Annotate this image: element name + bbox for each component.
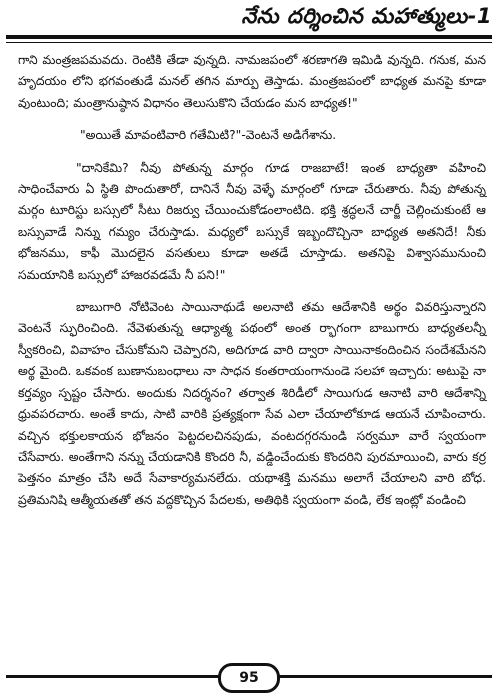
header-rule-thin <box>6 42 492 43</box>
paragraph-reflection: బాబుగారి నోటివెంట సాయినాథుడే అలనాటి తమ ఆదేశానికి అర్థం వివరిస్తున్నారని వెంటనే స్ఫురించింది. నేవెళుతున్న ఆధ్యాత్మ పథంలో అంత ర్భాగంగా బాబుగారు బాధ్యతలన్నీ స్వీకరించి, వివాహం చేసుకోమని చెప్పారని, అదిగూడ వారి ద్వారా సాయినాకందించిన సందేశమేనని అర్థ మైంది. ఒకవంక బుణానుబంధాలు నా సాధన కంతరాయంగానుండె సలహా ఇచ్చారు: అటుపై నా కర్తవ్యం స్పష్టం చేసారు. అందుకు నిదర్శనం? తర్వాత శిరిడీలో సాయిగుడ ఆనాటి వారి ఆదేశాన్ని ధ్రువపరచారు. అంతే కాదు, సాటి వారికి ప్రత్యక్షంగా సేవ ఎలా చేయాలోకూడ ఆయనే చూపించారు. వచ్చిన భక్తులకాయన భోజనం పెట్టదలచినపుడు, వంటదగ్గరనుండి సర్వమూ వారే స్వయంగా చేసేవారు. అంతేగాని నన్ను చేయడానికి కొందరి నీ, వడ్డించేందుకు కొందరిని పురమాయించి, వారు కర్ర పెత్తనం మాత్రం చేసి అదే సేవాకార్యమనలేదు. యథాశక్తి మనము అలాగే చేయాలని వారి బోధ. ప్రతిమనిషి ఆత్మీయతతో తన వద్దకొచ్చిన పేదలకు, అతిథికి స్వయంగా వండి, లేక ఇంట్లో వండించి <box>18 300 486 507</box>
page-number: 95 <box>218 663 280 693</box>
paragraph-answer: "దానికేమి? నీవు పోతున్న మార్గం గూడ రాజబాటే! ఇంత బాధ్యతా వహించి సాధించేవారు ఏ స్థితి పొందుతారో, దానినే నీవు వెళ్ళే మార్గంలో గూడా చేరుతారు. నీవు పోతున్న మర్గం టూరిస్టు బస్సులో సీటు రిజర్వు చేయించుకోడంలాంటిది. భక్తి శ్రద్ధలనే చార్జీ చెల్లించుకుంటే ఆ బస్సువాడే నిన్ను గమ్యం చేరుస్తాడు. మధ్యలో బస్సుకే ఇబ్బందొచ్చినా బాధ్యత అతనిదే! నీకు భోజనము, కాఫీ మొదలైన వసతులు కూడా అతడే చూస్తాడు. అతనిపై విశ్వాసమునుంచి సమయానికి బస్సులో హాజరవడమే నీ పని!" <box>18 160 486 282</box>
running-header <box>6 4 492 46</box>
header-rule-thick <box>6 35 492 39</box>
page-body <box>18 50 486 511</box>
paragraph-question: "అయితే మావంటివారి గతేమిటి?"-వెంటనే అడిగేశాను. <box>80 128 337 143</box>
page-footer <box>6 661 492 689</box>
book-title: నేను దర్శించిన మహాత్ములు-1 <box>241 4 492 28</box>
paragraph-continued: గాని మంత్రజపమవదు. రెంటికి తేడా వున్నది. నామజపంలో శరణాగతి ఇమిడి వున్నది. గనుక, మన హృదయం లోని భగవంతుడే మనల్ తగిన మార్పు తెస్తాడు. మంత్రజపంలో బాధ్యత మనపై కూడా వుంటుంది; మంత్రానుష్ఠాన విధానం తెలుసుకొని చేయడం మన బాధ్యత!" <box>18 53 486 110</box>
